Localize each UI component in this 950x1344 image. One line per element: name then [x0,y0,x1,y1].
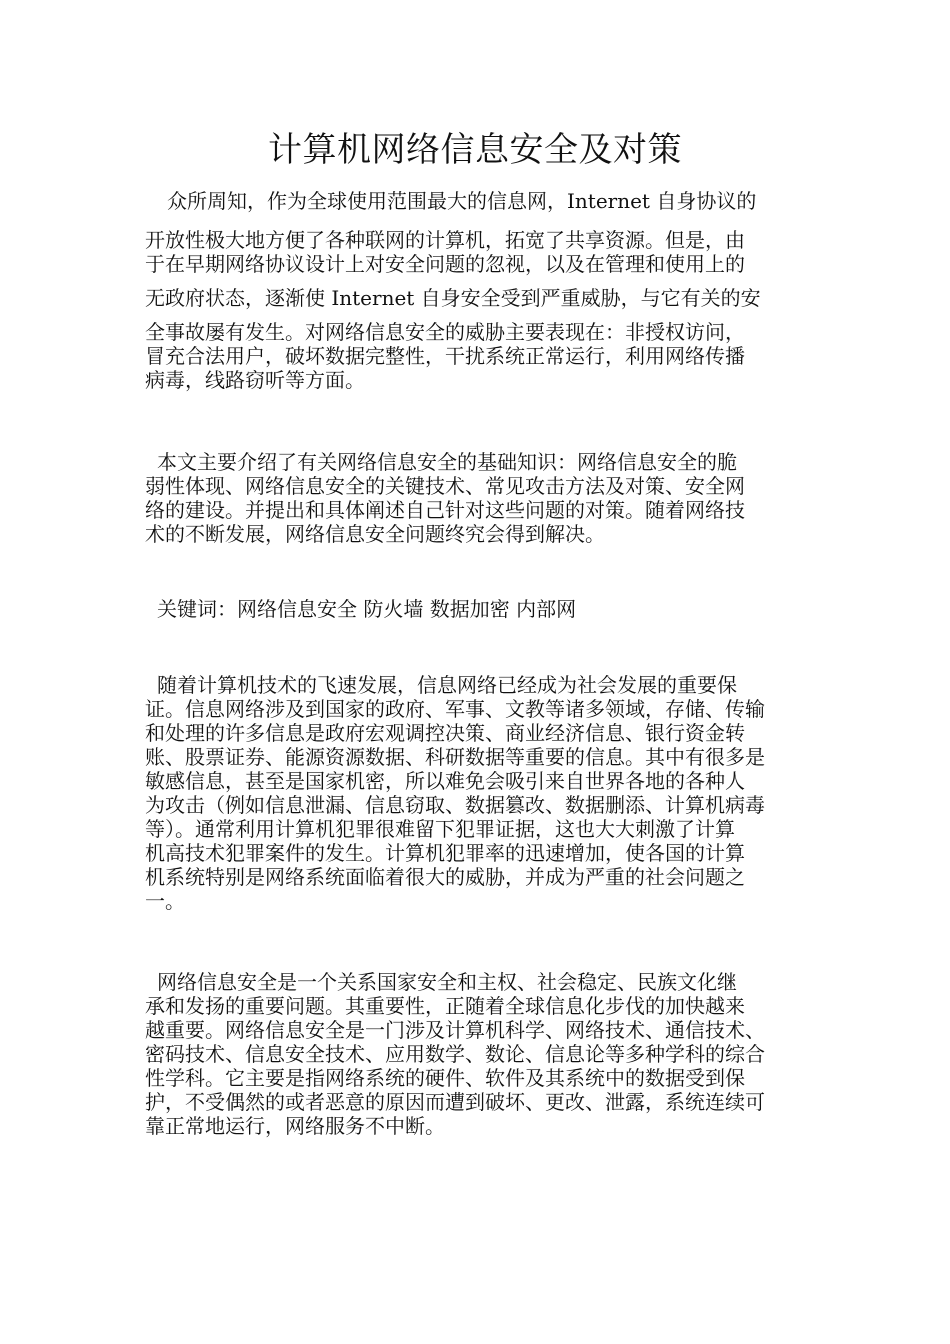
paragraph-line: 密码技术、信息安全技术、应用数学、数论、信息论等多种学科的综合 [145,1042,765,1066]
paragraph-line: 全事故屡有发生。对网络信息安全的威胁主要表现在：非授权访问， [145,320,745,344]
paragraph-line: 和处理的许多信息是政府宏观调控决策、商业经济信息、银行资金转 [145,721,745,745]
paragraph-line: 靠正常地运行，网络服务不中断。 [145,1114,445,1138]
intro-paragraph [145,184,807,392]
paragraph-line: 护，不受偶然的或者恶意的原因而遭到破坏、更改、泄露，系统连续可 [145,1090,765,1114]
paragraph-line: 一。 [145,889,185,913]
paragraph-line: 无政府状态，逐渐使 Internet 自身安全受到严重威胁，与它有关的安 [145,286,761,310]
paragraph-line: 机高技术犯罪案件的发生。计算机犯罪率的迅速增加，使各国的计算 [145,841,745,865]
paragraph-line: 证。信息网络涉及到国家的政府、军事、文教等诸多领域，存储、传输 [145,697,765,721]
paragraph-line: 弱性体现、网络信息安全的关键技术、常见攻击方法及对策、安全网 [145,474,745,498]
paragraph-line: 众所周知，作为全球使用范围最大的信息网，Internet 自身协议的 [167,189,757,213]
paragraph-line: 络的建设。并提出和具体阐述自己针对这些问题的对策。随着网络技 [145,498,745,522]
paragraph-line: 网络信息安全是一个关系国家安全和主权、社会稳定、民族文化继 [157,970,737,994]
paragraph-line: 越重要。网络信息安全是一门涉及计算机科学、网络技术、通信技术、 [145,1018,765,1042]
paragraph-line: 承和发扬的重要问题。其重要性，正随着全球信息化步伐的加快越来 [145,994,745,1018]
abstract-paragraph [145,450,807,546]
paragraph-line: 随着计算机技术的飞速发展，信息网络已经成为社会发展的重要保 [157,673,737,697]
paragraph-line: 术的不断发展，网络信息安全问题终究会得到解决。 [145,522,605,546]
paragraph-line: 本文主要介绍了有关网络信息安全的基础知识：网络信息安全的脆 [157,450,737,474]
paragraph-line: 敏感信息，甚至是国家机密，所以难免会吸引来自世界各地的各种人 [145,769,745,793]
paragraph-line: 开放性极大地方便了各种联网的计算机，拓宽了共享资源。但是，由 [145,228,745,252]
paragraph-line: 冒充合法用户，破坏数据完整性，干扰系统正常运行，利用网络传播 [145,344,745,368]
document-title: 计算机网络信息安全及对策 [268,130,682,170]
keywords-line [145,597,807,621]
keywords-text: 关键词：网络信息安全 防火墙 数据加密 内部网 [157,597,577,621]
body-paragraph-1 [145,673,807,913]
paragraph-line: 机系统特别是网络系统面临着很大的威胁，并成为严重的社会问题之 [145,865,745,889]
body-paragraph-2 [145,970,807,1138]
paragraph-line: 性学科。它主要是指网络系统的硬件、软件及其系统中的数据受到保 [145,1066,745,1090]
paragraph-line: 为攻击（例如信息泄漏、信息窃取、数据篡改、数据删添、计算机病毒 [145,793,765,817]
paragraph-line: 等）。通常利用计算机犯罪很难留下犯罪证据，这也大大刺激了计算 [145,817,735,841]
paragraph-line: 于在早期网络协议设计上对安全问题的忽视，以及在管理和使用上的 [145,252,745,276]
paragraph-line: 账、股票证券、能源资源数据、科研数据等重要的信息。其中有很多是 [145,745,765,769]
paragraph-line: 病毒，线路窃听等方面。 [145,368,365,392]
